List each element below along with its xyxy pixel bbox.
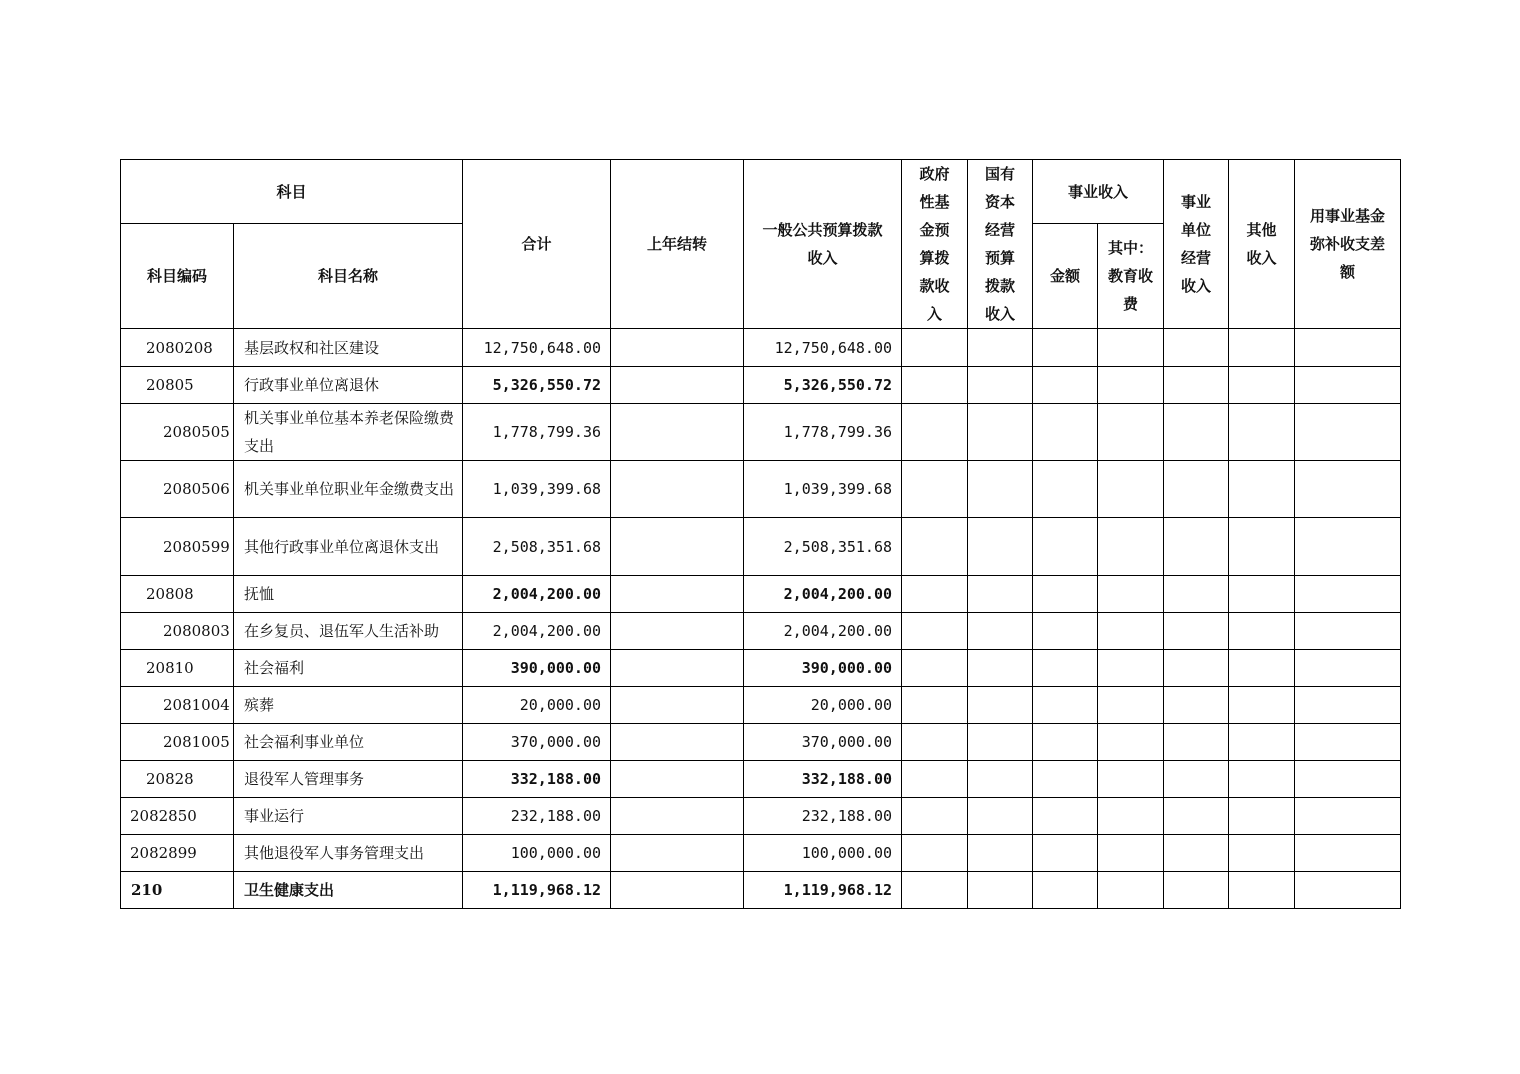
table-row (121, 835, 1401, 872)
row-general: 12,750,648.00 (744, 329, 902, 367)
row-name: 社会福利 (234, 650, 463, 687)
table-row (121, 613, 1401, 650)
row-carryover (611, 872, 744, 909)
row-total: 2,508,351.68 (463, 518, 611, 576)
table-row (121, 576, 1401, 613)
header-carryover: 上年结转 (611, 160, 744, 329)
row-total: 2,004,200.00 (463, 576, 611, 613)
row-general: 100,000.00 (744, 835, 902, 872)
row-code: 2081004 (121, 687, 234, 724)
row-code: 2080803 (121, 613, 234, 650)
header-total: 合计 (463, 160, 611, 329)
budget-table (120, 159, 1401, 909)
table-row (121, 724, 1401, 761)
row-carryover (611, 761, 744, 798)
table-row (121, 367, 1401, 404)
row-general: 1,039,399.68 (744, 461, 902, 518)
row-total: 2,004,200.00 (463, 613, 611, 650)
row-name: 殡葬 (234, 687, 463, 724)
row-total: 1,778,799.36 (463, 404, 611, 461)
row-general: 5,326,550.72 (744, 367, 902, 404)
table-row (121, 404, 1401, 461)
row-code: 2080506 (121, 461, 234, 518)
row-carryover (611, 367, 744, 404)
row-code: 2080599 (121, 518, 234, 576)
header-fund-balance: 用事业基金弥补收支差额 (1295, 160, 1401, 329)
row-carryover (611, 613, 744, 650)
header-subject-code: 科目编码 (121, 224, 234, 329)
row-general: 390,000.00 (744, 650, 902, 687)
row-general: 1,119,968.12 (744, 872, 902, 909)
row-name: 基层政权和社区建设 (234, 329, 463, 367)
row-name: 其他行政事业单位离退休支出 (234, 518, 463, 576)
row-name: 机关事业单位职业年金缴费支出 (234, 461, 463, 518)
row-general: 1,778,799.36 (744, 404, 902, 461)
row-total: 100,000.00 (463, 835, 611, 872)
row-name: 行政事业单位离退休 (234, 367, 463, 404)
row-carryover (611, 687, 744, 724)
row-name: 卫生健康支出 (234, 872, 463, 909)
header-amount: 金额 (1033, 224, 1098, 329)
row-total: 232,188.00 (463, 798, 611, 835)
row-code: 2082850 (121, 798, 234, 835)
row-general: 20,000.00 (744, 687, 902, 724)
table-row (121, 329, 1401, 367)
row-code: 20808 (121, 576, 234, 613)
row-carryover (611, 576, 744, 613)
row-carryover (611, 835, 744, 872)
row-carryover (611, 404, 744, 461)
row-name: 退役军人管理事务 (234, 761, 463, 798)
row-name: 抚恤 (234, 576, 463, 613)
row-general: 370,000.00 (744, 724, 902, 761)
row-general: 232,188.00 (744, 798, 902, 835)
row-general: 2,004,200.00 (744, 576, 902, 613)
row-carryover (611, 329, 744, 367)
row-code: 20828 (121, 761, 234, 798)
row-carryover (611, 650, 744, 687)
table-row (121, 687, 1401, 724)
table-row (121, 518, 1401, 576)
row-code: 2082899 (121, 835, 234, 872)
table-row (121, 872, 1401, 909)
table-row (121, 798, 1401, 835)
row-total: 1,119,968.12 (463, 872, 611, 909)
header-of-which-edu: 其中：教育收费 (1098, 224, 1164, 329)
row-name: 事业运行 (234, 798, 463, 835)
header-state-capital: 国有资本经营预算拨款收入 (968, 160, 1033, 329)
row-total: 1,039,399.68 (463, 461, 611, 518)
header-unit-business: 事业单位经营收入 (1164, 160, 1229, 329)
row-total: 5,326,550.72 (463, 367, 611, 404)
row-code: 2080505 (121, 404, 234, 461)
header-other-income: 其他收入 (1229, 160, 1295, 329)
row-name: 在乡复员、退伍军人生活补助 (234, 613, 463, 650)
row-total: 332,188.00 (463, 761, 611, 798)
table-row (121, 461, 1401, 518)
row-code: 20805 (121, 367, 234, 404)
row-total: 390,000.00 (463, 650, 611, 687)
row-code: 210 (121, 872, 234, 909)
row-name: 机关事业单位基本养老保险缴费支出 (234, 404, 463, 461)
row-carryover (611, 461, 744, 518)
row-name: 社会福利事业单位 (234, 724, 463, 761)
row-code: 2080208 (121, 329, 234, 367)
header-subject: 科目 (121, 160, 463, 224)
header-general-budget: 一般公共预算拨款收入 (744, 160, 902, 329)
row-general: 2,508,351.68 (744, 518, 902, 576)
header-business-income: 事业收入 (1033, 160, 1164, 224)
header-gov-fund: 政府性基金预算拨款收入 (902, 160, 968, 329)
row-total: 20,000.00 (463, 687, 611, 724)
row-carryover (611, 798, 744, 835)
row-general: 2,004,200.00 (744, 613, 902, 650)
row-total: 12,750,648.00 (463, 329, 611, 367)
table-row (121, 761, 1401, 798)
row-name: 其他退役军人事务管理支出 (234, 835, 463, 872)
row-total: 370,000.00 (463, 724, 611, 761)
row-carryover (611, 724, 744, 761)
row-general: 332,188.00 (744, 761, 902, 798)
row-carryover (611, 518, 744, 576)
row-code: 20810 (121, 650, 234, 687)
row-code: 2081005 (121, 724, 234, 761)
table-row (121, 650, 1401, 687)
header-subject-name: 科目名称 (234, 224, 463, 329)
